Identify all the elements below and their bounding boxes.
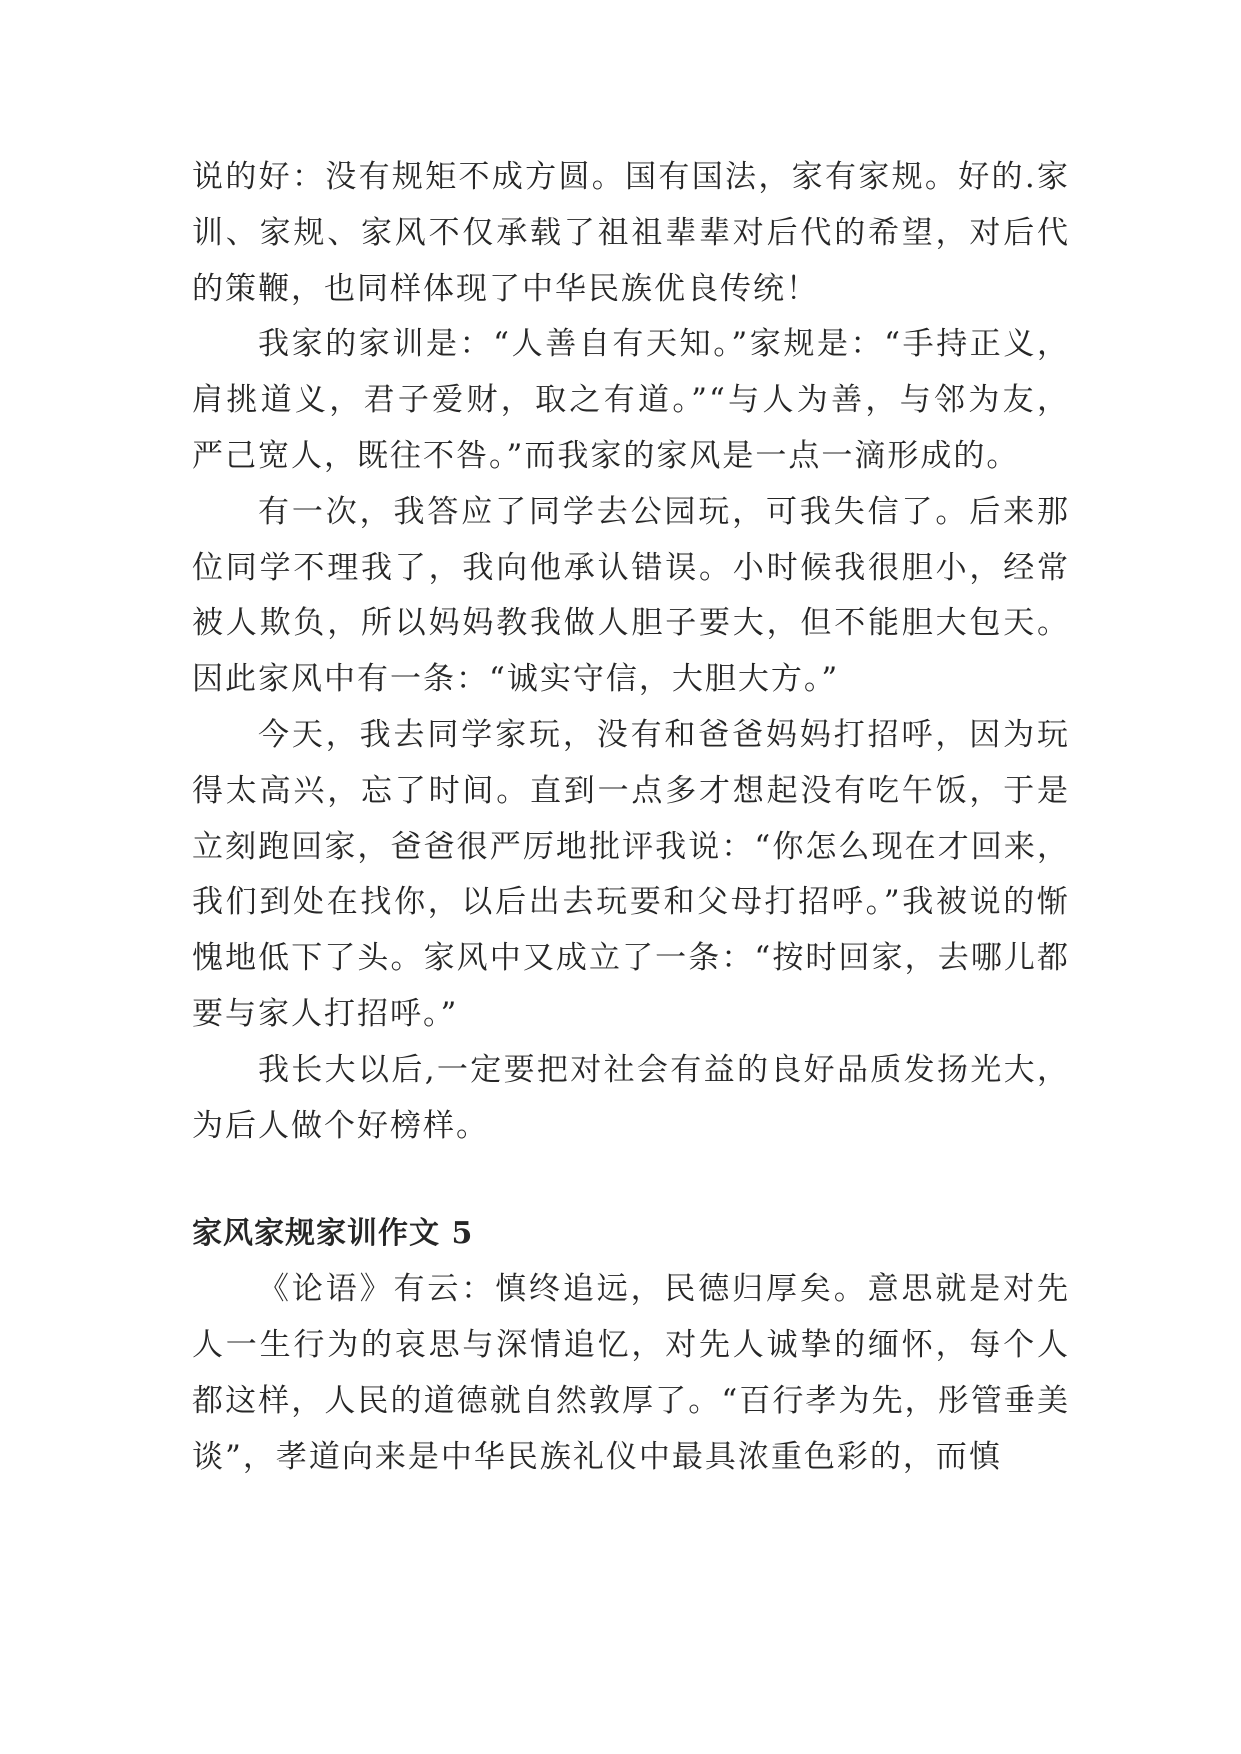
paragraph-line: 立刻跑回家，爸爸很严厉地批评我说：“你怎么现在才回来，: [192, 828, 1070, 865]
paragraph-line: 说的好：没有规矩不成方圆。国有国法，家有家规。好的.: [192, 159, 1037, 195]
paragraph-line: 儿都要与家人打招呼。”: [192, 940, 1070, 1032]
paragraph-3: [192, 485, 1070, 708]
paragraph-line: 得太高兴，忘了时间。直到一点多才想起没有吃午饭，于是: [192, 772, 1070, 809]
paragraph-line: 有一次，我答应了同学去公园玩，可我失信了。后来那: [258, 493, 1070, 530]
document-body: [192, 150, 1070, 1485]
paragraph-line: 惭愧地低下了头。家风中又成立了一条：“按时回家，去哪: [192, 884, 1070, 977]
paragraph-line: 我们到处在找你，以后出去玩要和父母打招呼。”我被说的: [192, 884, 1037, 921]
paragraph-line: 位同学不理我了，我向他承认错误。小时候我很胆小，经常: [192, 549, 1070, 586]
paragraph-line: 家训、家规、家风不仅承载了祖祖辈辈对后代的希望，对后: [192, 159, 1071, 251]
paragraph-line: 美谈”，孝道向来是中华民族礼仪中最具浓重色彩的，而慎: [192, 1382, 1070, 1475]
paragraph-line: 为后人做个好榜样。: [192, 1107, 489, 1144]
paragraph-line: 因此家风中有一条：“诚实守信，大胆大方。”: [192, 661, 840, 698]
paragraph-line: 被人欺负，所以妈妈教我做人胆子要大，但不能胆大包天。: [192, 605, 1070, 642]
paragraph-line: 代的策鞭，也同样体现了中华民族优良传统！: [192, 214, 1070, 307]
paragraph-line: 我长大以后,一定要把对社会有益的良好品质发扬光大，: [258, 1051, 1070, 1088]
section-paragraph-1: [192, 1262, 1070, 1485]
paragraph-line: 人一生行为的哀思与深情追忆，对先人诚挚的缅怀，每个人: [192, 1326, 1070, 1363]
paragraph-line: 肩挑道义，君子爱财，取之有道。”“与人为善，与邻为友，: [192, 382, 1070, 419]
paragraph-line: 严己宽人，既往不咎。”而我家的家风是一点一滴形成的。: [192, 437, 1020, 474]
paragraph-line: 我家的家训是：“人善自有天知。”家规是：“手持正义，: [258, 326, 1070, 363]
paragraph-4: [192, 708, 1070, 1043]
paragraph-5: [192, 1043, 1070, 1155]
paragraph-line: 今天，我去同学家玩，没有和爸爸妈妈打招呼，因为玩: [258, 716, 1070, 753]
section-title: 家风家规家训作文 5: [192, 1216, 474, 1252]
paragraph-line: 《论语》有云：慎终追远，民德归厚矣。意思就是对先: [258, 1271, 1070, 1308]
paragraph-1: [192, 150, 1070, 317]
paragraph-line: 都这样，人民的道德就自然敦厚了。“百行孝为先，彤管垂: [192, 1382, 1037, 1419]
paragraph-2: [192, 317, 1070, 484]
